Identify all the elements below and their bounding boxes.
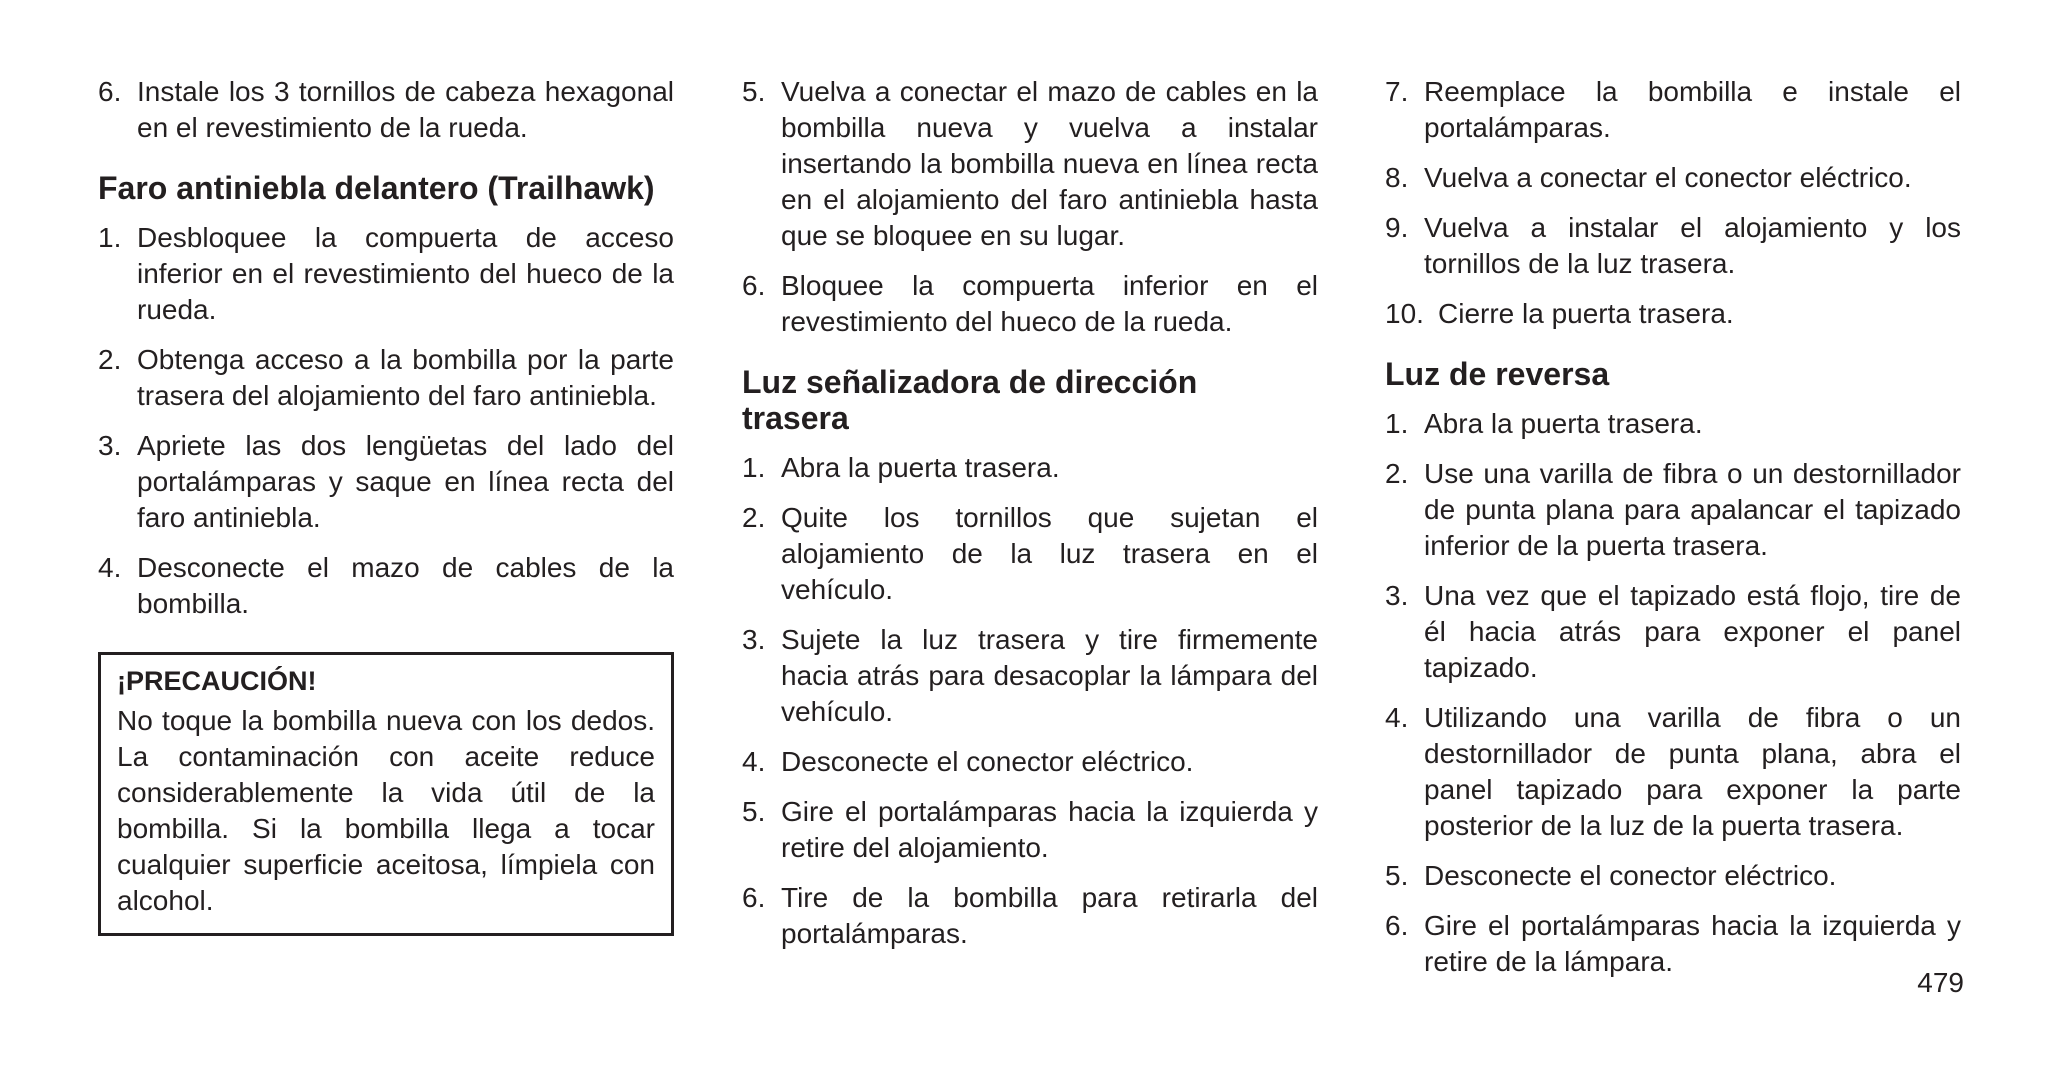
step-text: Abra la puerta trasera. xyxy=(1424,408,1703,439)
step-number: 2. xyxy=(1385,458,1409,489)
list-item xyxy=(1385,210,1961,282)
step-number: 4. xyxy=(98,552,122,583)
step-text: Desbloquee la compuerta de acceso inferior en el revestimiento del hueco de la rueda. xyxy=(137,222,674,325)
step-number: 8. xyxy=(1385,162,1409,193)
list-item xyxy=(1385,160,1961,196)
step-number: 6. xyxy=(1385,910,1409,941)
list-item xyxy=(98,74,674,146)
step-text: Tire de la bombilla para retirarla del portalámparas. xyxy=(781,882,1318,949)
step-text: Gire el portalámparas hacia la izquierda y retire de la lámpara. xyxy=(1424,910,1961,977)
step-number: 1. xyxy=(1385,408,1409,439)
step-number: 10. xyxy=(1385,298,1424,329)
list-item xyxy=(98,550,674,622)
step-text: Utilizando una varilla de fibra o un destornillador de punta plana, abra el panel tapizado para exponer la parte posterior de la luz de la puerta trasera. xyxy=(1424,702,1961,841)
step-number: 6. xyxy=(742,270,766,301)
step-text: Una vez que el tapizado está flojo, tire de él hacia atrás para exponer el panel tapizado. xyxy=(1424,580,1961,683)
list-item xyxy=(1385,456,1961,564)
list-item xyxy=(742,268,1318,340)
list-item xyxy=(1385,908,1961,980)
step-number: 2. xyxy=(98,344,122,375)
list-item xyxy=(742,794,1318,866)
step-text: Use una varilla de fibra o un destornillador de punta plana para apalancar el tapizado inferior de la puerta trasera. xyxy=(1424,458,1961,561)
section-heading-rear-turn-signal: Luz señalizadora de dirección trasera xyxy=(742,364,1198,436)
list-item xyxy=(98,428,674,536)
step-number: 3. xyxy=(742,624,766,655)
fog-lamp-steps xyxy=(98,220,674,622)
list-item xyxy=(1385,858,1961,894)
column-middle xyxy=(742,74,1318,966)
step-number: 1. xyxy=(742,452,766,483)
step-text: Desconecte el conector eléctrico. xyxy=(1424,860,1837,891)
step-number: 3. xyxy=(98,430,122,461)
list-item xyxy=(98,220,674,328)
step-text: Desconecte el conector eléctrico. xyxy=(781,746,1194,777)
list-item xyxy=(1385,406,1961,442)
continued-step-list xyxy=(98,74,674,146)
section-heading-fog-lamp: Faro antiniebla delantero (Trailhawk) xyxy=(98,170,655,206)
list-item xyxy=(742,622,1318,730)
step-number: 6. xyxy=(98,76,122,107)
step-number: 5. xyxy=(742,76,766,107)
step-text: Obtenga acceso a la bombilla por la parte trasera del alojamiento del faro antiniebla. xyxy=(137,344,674,411)
continued-step-list xyxy=(1385,74,1961,332)
list-item xyxy=(742,74,1318,254)
step-number: 2. xyxy=(742,502,766,533)
step-text: Vuelva a instalar el alojamiento y los tornillos de la luz trasera. xyxy=(1424,212,1961,279)
step-text: Apriete las dos lengüetas del lado del portalámparas y saque en línea recta del faro antiniebla. xyxy=(137,430,674,533)
step-text: Instale los 3 tornillos de cabeza hexagonal en el revestimiento de la rueda. xyxy=(137,76,674,143)
list-item xyxy=(742,500,1318,608)
caution-box xyxy=(98,652,674,936)
list-item xyxy=(742,450,1318,486)
step-number: 4. xyxy=(1385,702,1409,733)
step-text: Gire el portalámparas hacia la izquierda y retire del alojamiento. xyxy=(781,796,1318,863)
step-number: 4. xyxy=(742,746,766,777)
step-text: Cierre la puerta trasera. xyxy=(1438,298,1734,329)
step-number: 1. xyxy=(98,222,122,253)
step-number: 5. xyxy=(1385,860,1409,891)
column-left xyxy=(98,74,674,936)
list-item xyxy=(1385,74,1961,146)
step-text: Reemplace la bombilla e instale el portalámparas. xyxy=(1424,76,1961,143)
reverse-lamp-steps xyxy=(1385,406,1961,980)
step-text: Vuelva a conectar el conector eléctrico. xyxy=(1424,162,1912,193)
step-number: 5. xyxy=(742,796,766,827)
step-text: Bloquee la compuerta inferior en el revestimiento del hueco de la rueda. xyxy=(781,270,1318,337)
step-number: 3. xyxy=(1385,580,1409,611)
caution-title: ¡PRECAUCIÓN! xyxy=(117,666,317,696)
step-number: 7. xyxy=(1385,76,1409,107)
page-number: 479 xyxy=(1917,967,1964,998)
step-text: Vuelva a conectar el mazo de cables en la bombilla nueva y vuelva a instalar insertando la bombilla nueva en línea recta en el alojamiento del faro antiniebla hasta que se bloquee en su lugar. xyxy=(781,76,1318,251)
list-item xyxy=(98,342,674,414)
list-item xyxy=(1385,578,1961,686)
list-item xyxy=(1385,700,1961,844)
caution-body: No toque la bombilla nueva con los dedos. La contaminación con aceite reduce considerablemente la vida útil de la bombilla. Si la bombilla llega a tocar cualquier superficie aceitosa, límpiela con alcohol. xyxy=(117,705,655,916)
rear-turn-signal-steps xyxy=(742,450,1318,952)
step-text: Sujete la luz trasera y tire firmemente hacia atrás para desacoplar la lámpara del vehículo. xyxy=(781,624,1318,727)
step-number: 6. xyxy=(742,882,766,913)
list-item xyxy=(742,880,1318,952)
step-text: Abra la puerta trasera. xyxy=(781,452,1060,483)
step-text: Desconecte el mazo de cables de la bombilla. xyxy=(137,552,674,619)
step-number: 9. xyxy=(1385,212,1409,243)
list-item xyxy=(742,744,1318,780)
list-item xyxy=(1385,296,1961,332)
continued-step-list xyxy=(742,74,1318,340)
section-heading-reverse-lamp: Luz de reversa xyxy=(1385,356,1610,392)
step-text: Quite los tornillos que sujetan el alojamiento de la luz trasera en el vehículo. xyxy=(781,502,1318,605)
column-right xyxy=(1385,74,1961,994)
